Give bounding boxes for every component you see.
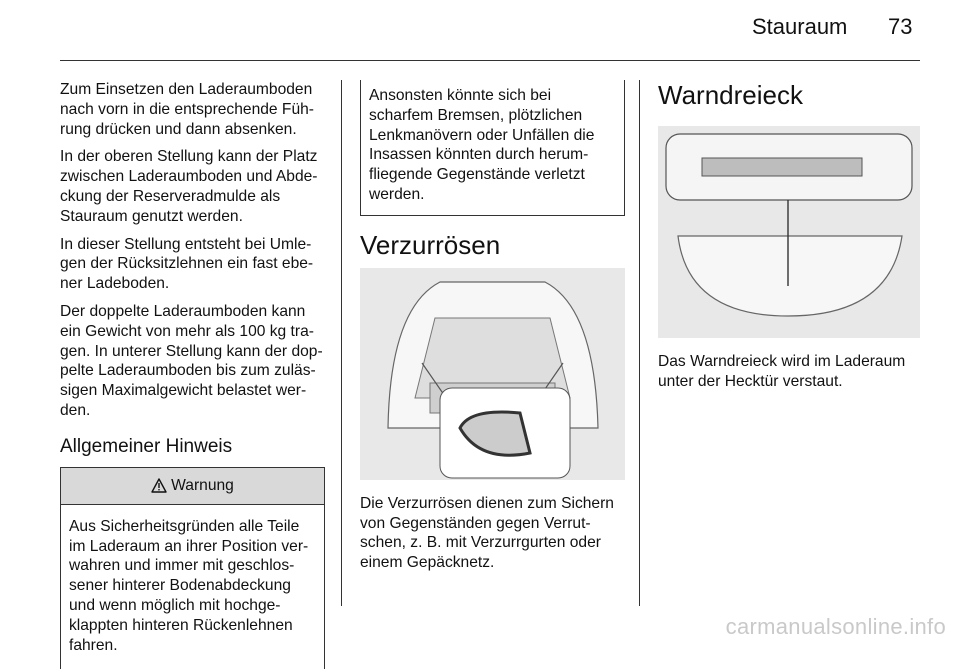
- warning-header: [61, 468, 324, 505]
- header-title: Stauraum: [752, 14, 848, 39]
- column-divider-1: [341, 80, 342, 606]
- watermark: carmanualsonline.info: [725, 614, 946, 639]
- column-2: [360, 80, 625, 573]
- column-3: [658, 80, 920, 392]
- warning-triangle-caption: Das Warndreieck wird im Laderaum unter der Hecktür verstaut.: [658, 353, 906, 390]
- warning-continued-box: Ansonsten könnte sich bei scharfem Bremsen, plötzlichen Lenkmanövern oder Unfällen die Insassen könnten durch herum-fliegende Gegenstände verletzt werden.: [360, 80, 625, 216]
- column-divider-2: [639, 80, 640, 606]
- section-heading-lashing-eyes: Verzurrösen: [360, 229, 501, 260]
- warning-triangle-illustration: [658, 126, 920, 338]
- warning-text: Aus Sicherheitsgründen alle Teile im Laderaum an ihrer Position ver-wahren und immer mit geschlos-sener hinterer Bodenabdeckung und wenn möglich mit hochge-klappten hinteren Rückenlehnen fahren.: [69, 517, 309, 654]
- paragraph: Der doppelte Laderaumboden kann ein Gewicht von mehr als 100 kg tra-gen. In unterer Stellung kann der dop-pelte Laderaumboden bis zum zuläs-sigen Maximalgewicht belastet wer-den.: [60, 302, 323, 419]
- subheading-general-note: Allgemeiner Hinweis: [60, 435, 233, 457]
- paragraph: In dieser Stellung entsteht bei Umle-gen der Rücksitzlehnen ein fast ebe-ner Ladeboden.: [60, 235, 314, 293]
- column-1: [60, 80, 325, 669]
- warning-triangle-icon: [151, 478, 167, 493]
- warning-label: Warnung: [171, 476, 234, 494]
- lashing-eyes-illustration: [360, 268, 625, 480]
- section-heading-warning-triangle: Warndreieck: [658, 80, 803, 110]
- page-number: 73: [888, 14, 913, 39]
- paragraph: Zum Einsetzen den Laderaumboden nach vorn in die entsprechende Füh-rung drücken und dann absenken.: [60, 81, 314, 138]
- paragraph: In der oberen Stellung kann der Platz zwischen Laderaumboden und Abde-ckung der Reserveradmulde als Stauraum genutzt werden.: [60, 148, 318, 225]
- lashing-eyes-caption: Die Verzurrösen dienen zum Sichern von Gegenständen gegen Verrut-schen, z. B. mit Verzurrgurten oder einem Gepäcknetz.: [360, 494, 614, 572]
- header-rule: [60, 60, 920, 61]
- warning-box: [60, 467, 325, 669]
